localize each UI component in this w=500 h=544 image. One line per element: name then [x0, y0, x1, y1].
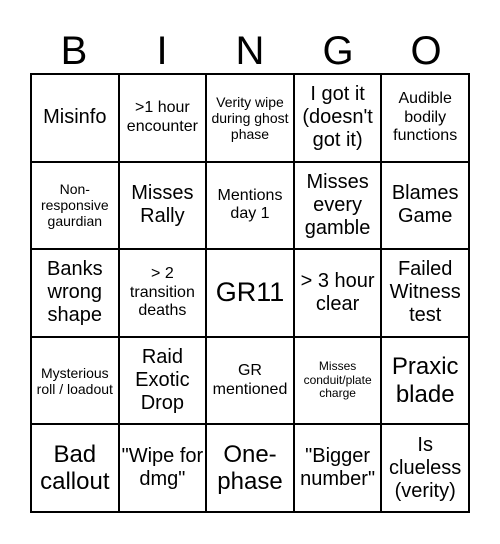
bingo-cell[interactable]: Failed Witness test — [381, 249, 469, 337]
bingo-cell[interactable]: Mysterious roll / loadout — [31, 337, 119, 425]
bingo-cell[interactable]: Non-responsive gaurdian — [31, 162, 119, 250]
header-letter-b: B — [60, 29, 88, 73]
bingo-cell[interactable]: Misses conduit/plate charge — [294, 337, 382, 425]
bingo-cell[interactable]: "Bigger number" — [294, 424, 382, 512]
bingo-card — [30, 73, 470, 513]
bingo-cell[interactable]: Raid Exotic Drop — [119, 337, 207, 425]
bingo-header — [30, 30, 470, 72]
bingo-cell[interactable]: "Wipe for dmg" — [119, 424, 207, 512]
bingo-cell[interactable]: >1 hour encounter — [119, 74, 207, 162]
bingo-cell[interactable]: Audible bodily functions — [381, 74, 469, 162]
bingo-cell[interactable]: One-phase — [206, 424, 294, 512]
bingo-cell[interactable]: Blames Game — [381, 162, 469, 250]
bingo-cell[interactable]: GR mentioned — [206, 337, 294, 425]
bingo-cell[interactable]: Verity wipe during ghost phase — [206, 74, 294, 162]
bingo-cell[interactable]: Bad callout — [31, 424, 119, 512]
bingo-cell[interactable]: > 2 transition deaths — [119, 249, 207, 337]
bingo-cell[interactable]: Banks wrong shape — [31, 249, 119, 337]
bingo-cell[interactable]: Misses every gamble — [294, 162, 382, 250]
bingo-cell[interactable]: Misinfo — [31, 74, 119, 162]
bingo-cell[interactable]: Praxic blade — [381, 337, 469, 425]
bingo-cell[interactable]: Is clueless (verity) — [381, 424, 469, 512]
header-letter-n: N — [235, 29, 265, 73]
header-letter-i: I — [156, 29, 168, 73]
header-letter-o: O — [410, 29, 442, 73]
header-letter-g: G — [322, 29, 354, 73]
bingo-cell[interactable]: I got it (doesn't got it) — [294, 74, 382, 162]
bingo-cell[interactable]: Mentions day 1 — [206, 162, 294, 250]
bingo-cell[interactable]: GR11 — [206, 249, 294, 337]
bingo-cell[interactable]: > 3 hour clear — [294, 249, 382, 337]
bingo-cell[interactable]: Misses Rally — [119, 162, 207, 250]
